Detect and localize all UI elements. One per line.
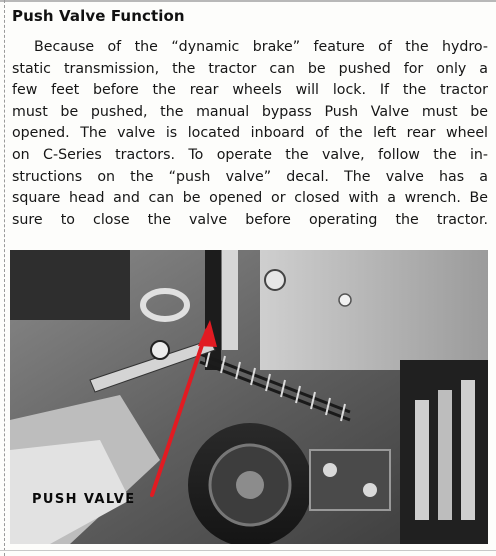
paragraph-line: sure to close the valve before operating the tractor.	[12, 211, 488, 228]
paragraph-line: Because of the “dynamic brake” feature of the hydro-	[34, 39, 488, 55]
paragraph-line: structions on the “push valve” decal. The valve has a	[12, 168, 488, 185]
top-rule	[0, 0, 496, 2]
paragraph-line: must be pushed, the manual bypass Push Valve must be	[12, 103, 488, 120]
paragraph-line: few feet before the rear wheels will lock. If the tractor	[12, 82, 488, 99]
section-title: Push Valve Function	[12, 7, 185, 25]
bottom-rule	[0, 550, 496, 551]
photo-caption: PUSH VALVE	[32, 492, 136, 507]
paragraph-line: opened. The valve is located inboard of the left rear wheel	[12, 125, 488, 142]
tractor-photo	[10, 250, 488, 544]
body-paragraph	[12, 37, 488, 231]
paragraph-line: on C-Series tractors. To operate the valve, follow the in-	[12, 146, 488, 163]
left-margin-rule	[4, 0, 5, 556]
paragraph-line: static transmission, the tractor can be pushed for only a	[12, 60, 488, 77]
paragraph-line: square head and can be opened or closed with a wrench. Be	[12, 190, 488, 207]
